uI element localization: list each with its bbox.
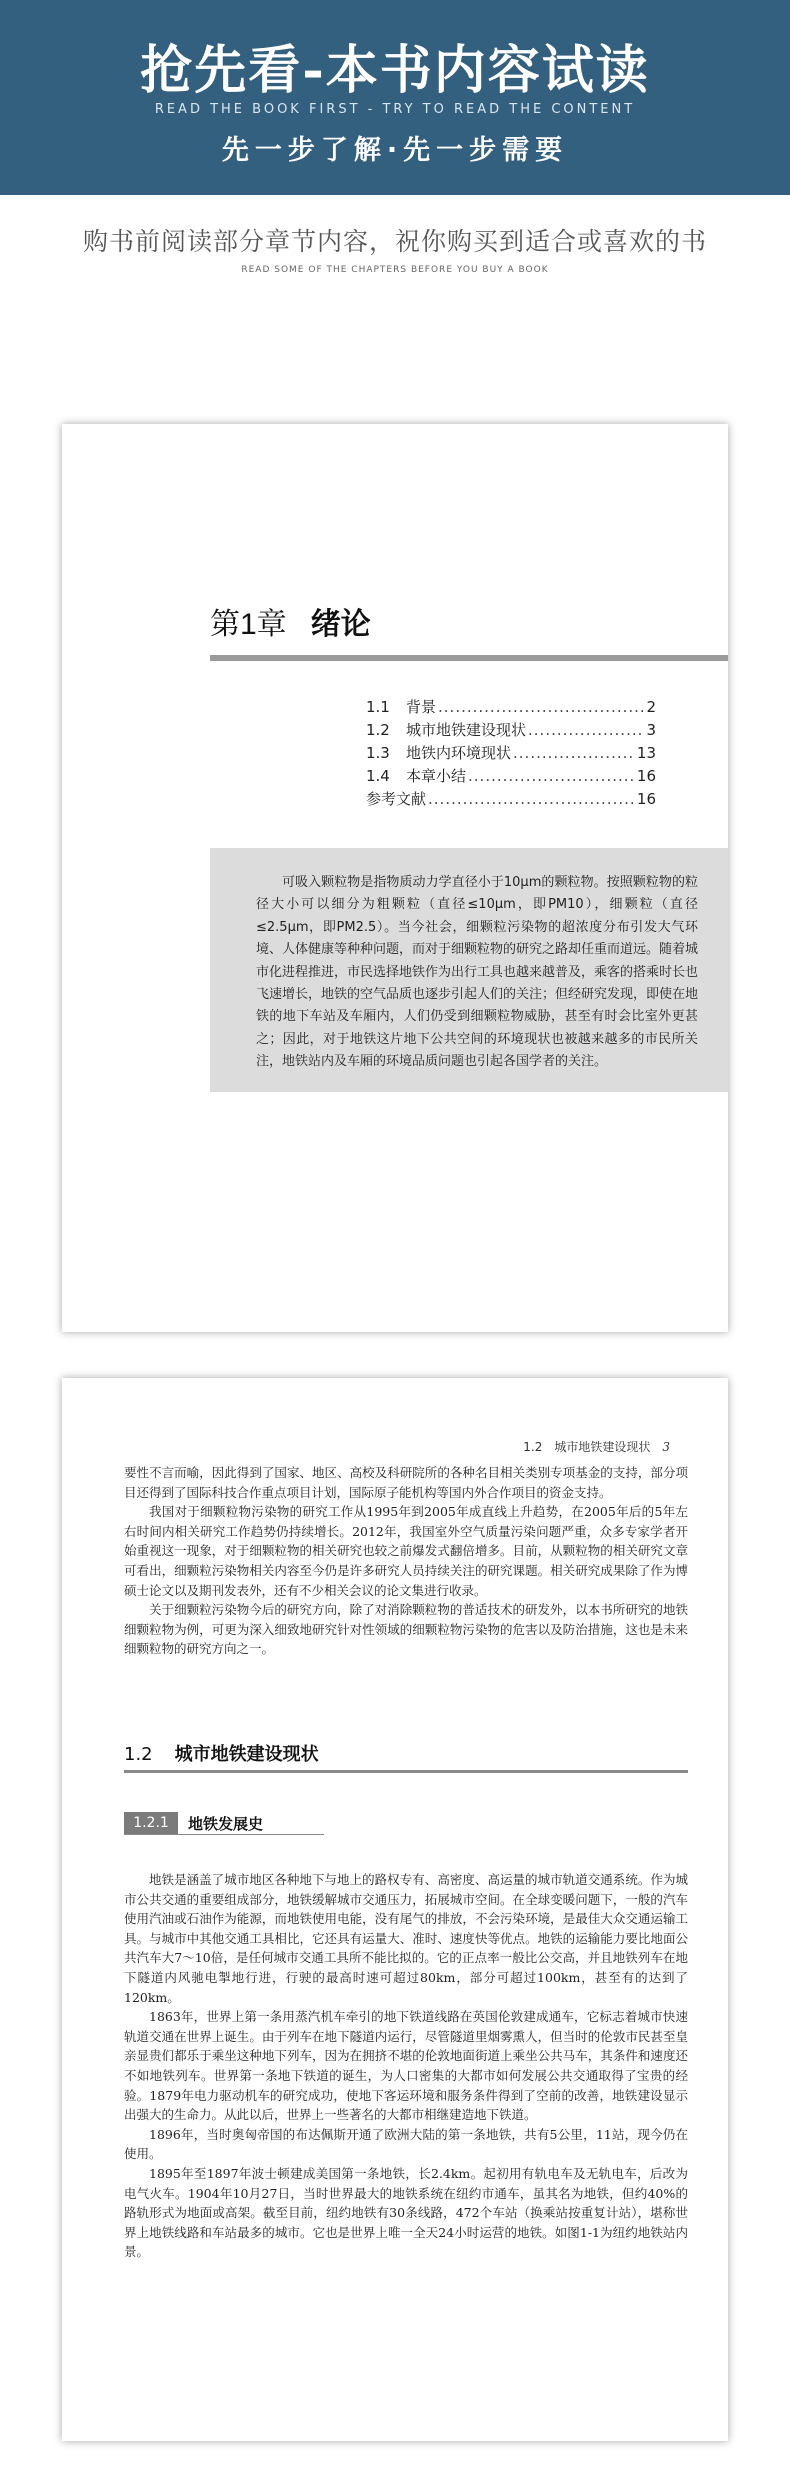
banner-slogan: 先一步了解·先一步需要 xyxy=(221,135,569,166)
paragraph: 关于细颗粒污染物今后的研究方向，除了对消除颗粒物的普适技术的研发外，以本书所研究的地铁细颗粒物为例，可更为深入细致地研究针对性领域的细颗粒物污染物的危害以及防治措施，这也是未来细颗粒物的研究方向之一。 xyxy=(124,1602,688,1657)
paragraph: 要性不言而喻，因此得到了国家、地区、高校及科研院所的各种名目相关类别专项基金的支持，部分项目还得到了国际科技合作重点项目计划，国际原子能机构等国内外合作项目的资金支持。 xyxy=(124,1465,688,1500)
toc-page: 16 xyxy=(636,767,656,785)
body-text-bottom xyxy=(124,1870,688,2262)
chapter-abstract-box xyxy=(210,848,728,1092)
subsection-title: 地铁发展史 xyxy=(188,1815,264,1833)
toc-number: 1.3 xyxy=(366,744,390,762)
subsection-number: 1.2.1 xyxy=(124,1812,178,1834)
chapter-name: 绪论 xyxy=(310,607,371,642)
intro-text-cn: 购书前阅读部分章节内容，祝你购买到适合或喜欢的书 xyxy=(82,227,707,256)
subsection-heading xyxy=(124,1812,324,1835)
running-head-title: 1.2 城市地铁建设现状 xyxy=(523,1440,651,1454)
section-number: 1.2 xyxy=(124,1744,153,1765)
toc-page: 16 xyxy=(636,790,656,808)
toc-leader xyxy=(428,790,635,808)
page-number: 3 xyxy=(662,1440,670,1454)
header-banner xyxy=(0,0,790,195)
paragraph: 1895年至1897年波士顿建成美国第一条地铁，长2.4km。起初用有轨电车及无轨电车，后改为电气火车。1904年10月27日，当时世界最大的地铁系统在纽约市通车，虽其名为地铁，但约40%的路轨形式为地面或高架。截至目前，纽约地铁有30条线路，472个车站（换乘站按重复计站），堪称世界上地铁线路和车站最多的城市。它也是世界上唯一全天24小时运营的地铁。如图1-1为纽约地铁站内景。 xyxy=(124,2165,688,2260)
toc-leader xyxy=(468,767,635,785)
toc-number: 1.1 xyxy=(366,698,390,716)
toc-title: 本章小结 xyxy=(406,767,467,785)
toc-page: 2 xyxy=(646,698,656,716)
toc-row xyxy=(366,742,656,765)
toc-row xyxy=(366,765,656,788)
banner-subtitle-en: READ THE BOOK FIRST - TRY TO READ THE CONTENT xyxy=(154,102,636,117)
toc-leader xyxy=(513,744,635,762)
book-page-1 xyxy=(62,424,728,1332)
toc-title: 地铁内环境现状 xyxy=(406,744,512,762)
toc-row xyxy=(366,719,656,742)
toc-row xyxy=(366,788,656,811)
toc-row xyxy=(366,696,656,719)
table-of-contents xyxy=(366,696,656,811)
book-page-2 xyxy=(62,1378,728,2441)
paragraph: 1896年，当时奥匈帝国的布达佩斯开通了欧洲大陆的第一条地铁，共有5公里，11站，现今仍在使用。 xyxy=(124,2126,688,2162)
body-text-top xyxy=(124,1463,688,1659)
section-title: 城市地铁建设现状 xyxy=(174,1744,319,1765)
toc-title: 背景 xyxy=(406,698,437,716)
toc-title: 参考文献 xyxy=(366,790,427,808)
toc-number: 1.2 xyxy=(366,721,390,739)
banner-title: 抢先看-本书内容试读 xyxy=(140,40,650,101)
toc-page: 13 xyxy=(636,744,656,762)
toc-title: 城市地铁建设现状 xyxy=(406,721,527,739)
toc-leader xyxy=(438,698,644,716)
abstract-text: 可吸入颗粒物是指物质动力学直径小于10μm的颗粒物。按照颗粒物的粒径大小可以细分为粗颗粒（直径≤10μm，即PM10），细颗粒（直径≤2.5μm，即PM2.5）。当今社会，细颗粒污染物的超浓度分布引发大气环境、人体健康等种种问题，而对于细颗粒物的研究之路却任重而道远。随着城市化进程推进，市民选择地铁作为出行工具也越来越普及，乘客的搭乘时长也飞速增长，地铁的空气品质也逐步引起人们的关注；但经研究发现，即使在地铁的地下车站及车厢内，人们仍受到细颗粒物威胁，甚至有时会比室外更甚之；因此，对于地铁这片地下公共空间的环境现状也被越来越多的市民所关注，地铁站内及车厢的环境品质问题也引起各国学者的关注。 xyxy=(256,875,699,1070)
paragraph: 地铁是涵盖了城市地区各种地下与地上的路权专有、高密度、高运量的城市轨道交通系统。作为城市公共交通的重要组成部分，地铁缓解城市交通压力，拓展城市空间。在全球变暖问题下，一般的汽车使用汽油或石油作为能源，而地铁使用电能，没有尾气的排放，不会污染环境，是最佳大众交通运输工具。与城市中其他交通工具相比，它还具有运量大、准时、速度快等优点。地铁的运输能力要比地面公共汽车大7～10倍，是任何城市交通工具所不能比拟的。它的正点率一般比公交高，并且地铁列车在地下隧道内风驰电掣地行进，行驶的最高时速可超过80km，部分可超过100km，甚至有的达到了120km。 xyxy=(124,1872,688,2005)
intro-text-en: READ SOME OF THE CHAPTERS BEFORE YOU BUY A BOOK xyxy=(241,265,549,275)
toc-leader xyxy=(528,721,644,739)
paragraph: 我国对于细颗粒物污染物的研究工作从1995年到2005年成直线上升趋势，在2005年后的5年左右时间内相关研究工作趋势仍持续增长。2012年，我国室外空气质量污染问题严重，众多专家学者开始重视这一现象，对于细颗粒物的相关研究也较之前爆发式翻倍增多。目前，从颗粒物的相关研究文章可看出，细颗粒污染物相关内容至今仍是许多研究人员持续关注的研究课题。相关研究成果除了作为博硕士论文以及期刊发表外，还有不少相关会议的论文集进行收录。 xyxy=(124,1504,688,1598)
paragraph: 1863年，世界上第一条用蒸汽机车牵引的地下铁道线路在英国伦敦建成通车，它标志着城市快速轨道交通在世界上诞生。由于列车在地下隧道内运行，尽管隧道里烟雾熏人，但当时的伦敦市民甚至皇亲显贵们都乐于乘坐这种地下列车，因为在拥挤不堪的伦敦地面街道上乘坐公共马车，其条件和速度还不如地铁列车。世界第一条地下铁道的诞生，为人口密集的大都市如何发展公共交通取得了宝贵的经验。1879年电力驱动机车的研究成功，使地下客运环境和服务条件得到了空前的改善，地铁建设显示出强大的生命力。从此以后，世界上一些著名的大都市相继建造地下铁道。 xyxy=(124,2009,688,2123)
running-head xyxy=(523,1438,670,1455)
chapter-divider xyxy=(210,655,728,661)
section-heading xyxy=(124,1740,688,1773)
toc-number: 1.4 xyxy=(366,767,390,785)
chapter-number: 第1章 xyxy=(210,608,287,641)
toc-page: 3 xyxy=(646,721,656,739)
chapter-title xyxy=(210,599,371,643)
